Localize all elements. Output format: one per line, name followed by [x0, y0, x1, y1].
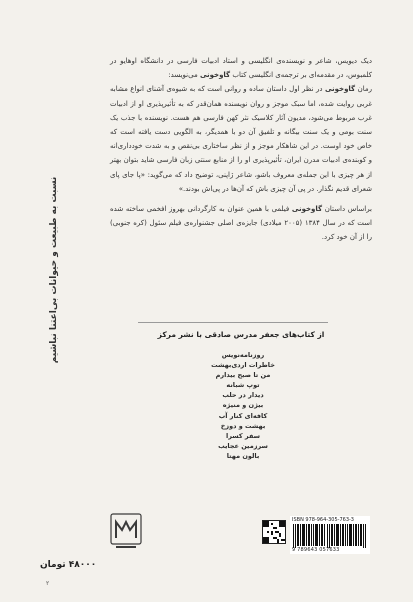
- intro-p3-bold: گاوخونی: [291, 205, 323, 214]
- book-list-item: خاطرات اردی‌بهشت: [211, 361, 275, 370]
- book-list-item: بالون مهتا: [226, 451, 260, 460]
- corner-mark: ۲: [46, 580, 50, 587]
- book-list-item: سفر کسرا: [225, 431, 261, 440]
- book-list-heading: از کتاب‌های جعفر مدرس صادقی با نشر مرکز: [157, 330, 325, 339]
- intro-paragraph-1: [110, 54, 372, 82]
- book-list-item: من تا صبح بیدارم: [215, 371, 271, 380]
- intro-p3-rest: فیلمی با همین عنوان به کارگردانی بهروز افخمی ساخته شده است که در سال ۱۳۸۴ (۲۰۰۵ میلادی) جایزه‌ی اصلی جشنواره‌ی فیلم سئول (کره جنوبی) را از آن خود کرد.: [110, 205, 372, 242]
- intro-p1-text: دیک دیویس، شاعر و نویسنده‌ی انگلیسی و استاد ادبیات فارسی در دانشگاه اوهایو در کلمبوس، در مقدمه‌ای بر ترجمه‌ی انگلیسی کتاب: [110, 57, 372, 80]
- intro-p2-bold: گاوخونی: [324, 85, 356, 94]
- divider: [138, 322, 328, 323]
- barcode-block: [290, 516, 370, 554]
- publisher-logo-icon: [108, 512, 144, 550]
- barcode-number: 9 789643 057633: [292, 547, 340, 553]
- book-list-item: کافه‌ای کنار آب: [218, 411, 268, 420]
- intro-p2-rest: در نظر اول داستان ساده و روانی است که به شیوه‌ی آشنای انواع مشابه غربی روایت شده، اما سبک موجز و روان نویسنده همان‌قدر که به تأثیرپذیری او از ادبیات غرب مربوط می‌شود، مدیون آثار کلاسیک نثر کهن فارسی هم هست. نویسنده با جذب یک سنت بومی و یک سنت بیگانه و تلفیق آن دو با همدیگر، به الگویی دست یافته است که خاص خود اوست. در این شاهکار موجز و از نظر ساختاری بی‌نقص و به شدت خودداری‌انه و کوبنده‌ی ادبیات مدرن ایران، تأثیرپذیری او را از منابع سنتی زبان فارسی شاید بتوان بهتر از هر چیزی با این جمله‌ی معروف باشو، شاعر ژاپنی، توضیح داد که می‌گوید: «پا جای پای شعرای قدیم نگذار. در پی آن چیزی باش که آن‌ها در پی‌اش بودند.»: [110, 85, 372, 193]
- intro-text: [110, 54, 372, 245]
- barcode-icon: [292, 524, 368, 548]
- book-list-item: توپ شبانه: [226, 381, 260, 390]
- book-list-item: بهشت و دوزخ: [220, 421, 266, 430]
- price-label: ۴۸۰۰۰ تومان: [40, 560, 97, 570]
- vertical-slogan-text: نسبت به طبیعت و حیوانات بی‌اعتنا نباشیم: [49, 176, 59, 364]
- vertical-slogan: [42, 150, 66, 390]
- book-list-item: بیژن و منیژه: [222, 401, 264, 410]
- intro-p3-start: براساس داستان: [322, 205, 373, 214]
- intro-p1-bold: گاوخونی: [199, 71, 231, 80]
- intro-p2-start: رمان: [355, 85, 372, 94]
- isbn-text: ISBN 978-964-305-763-3: [292, 517, 354, 523]
- book-list-item: روزنامه‌نویس: [221, 351, 265, 359]
- intro-paragraph-3: [110, 202, 372, 245]
- book-list-item: دیدار در حلب: [222, 391, 264, 400]
- intro-p1-end: می‌نویسد:: [168, 71, 200, 80]
- intro-paragraph-2: [110, 82, 372, 196]
- qr-code-icon: [262, 520, 286, 544]
- book-list-item: سرزمین عجایب: [218, 441, 268, 450]
- book-list: [168, 350, 318, 461]
